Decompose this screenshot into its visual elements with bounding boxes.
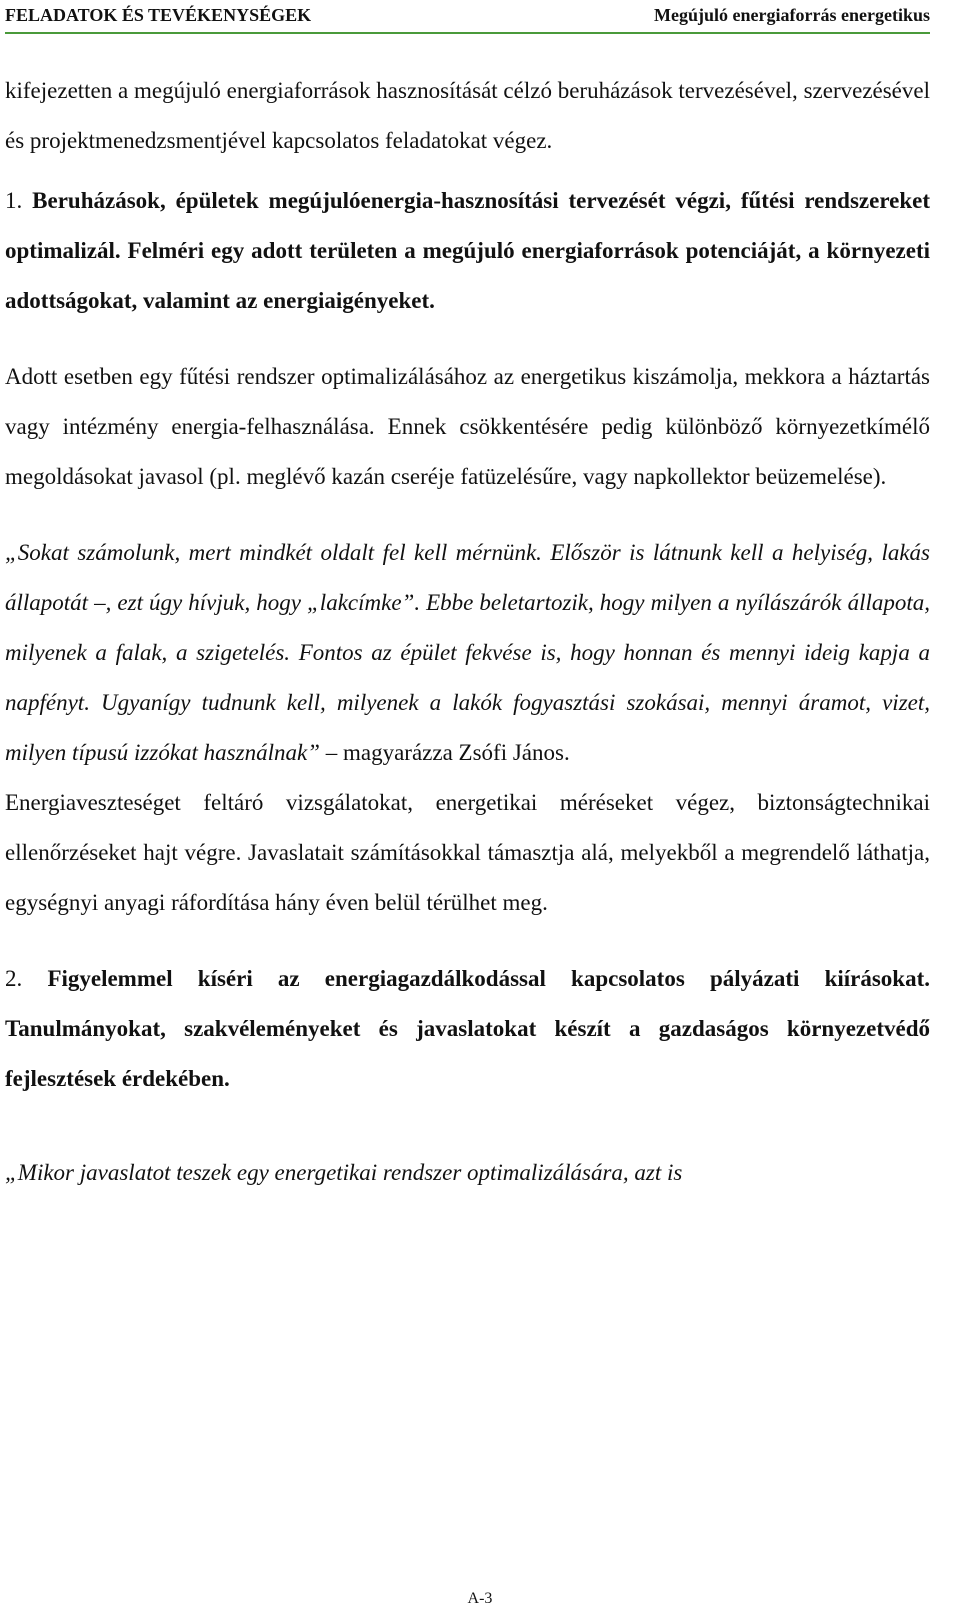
paragraph-task-2: [5, 954, 930, 1104]
header-section-title: FELADATOK ÉS TEVÉKENYSÉGEK: [5, 5, 312, 25]
paragraph-quote-1: [5, 528, 930, 778]
task-1-number: 1.: [5, 188, 23, 213]
document-body: [5, 66, 930, 1198]
paragraph-intro: kifejezetten a megújuló energiaforrások hasznosítását célzó beruházások tervezésével, szervezésével és projektmenedzsmentjével kapcsolatos feladatokat végez.: [5, 78, 930, 153]
paragraph-heating-optimization: Adott esetben egy fűtési rendszer optimalizálásához az energetikus kiszámolja, mekkora a háztartás vagy intézmény energia-felhasználása. Ennek csökkentésére pedig különböző környezetkímélő megoldásokat javasol (pl. meglévő kazán cseréje fatüzelésűre, vagy napkollektor beüzemelése).: [5, 364, 930, 489]
quote-1-attribution: – magyarázza Zsófi János.: [319, 740, 570, 765]
page-number: A-3: [467, 1590, 493, 1607]
paragraph-quote-2: „Mikor javaslatot teszek egy energetikai rendszer optimalizálására, azt is: [5, 1160, 683, 1185]
paragraph-energy-loss: Energiaveszteséget feltáró vizsgálatokat, energetikai méréseket végez, biztonságtechnikai ellenőrzéseket hajt végre. Javaslatait számításokkal támasztja alá, melyekből a megrendelő láthatja, egységnyi anyagi ráfordítása hány éven belül térülhet meg.: [5, 790, 930, 915]
header-document-title: Megújuló energiaforrás energetikus: [654, 5, 930, 25]
quote-1-text: „Sokat számolunk, mert mindkét oldalt fel kell mérnünk. Először is látnunk kell a helyiség, lakás állapotát –, ezt úgy hívjuk, hogy „lakcímke”. Ebbe beletartozik, hogy milyen a nyílászárók állapota, milyenek a falak, a szigetelés. Fontos az épület fekvése is, hogy honnan és mennyi ideig kapja a napfényt. Ugyanígy tudnunk kell, milyenek a lakók fogyasztási szokásai, mennyi áramot, vizet, milyen típusú izzókat használnak”: [5, 540, 930, 765]
page-header: [5, 0, 930, 34]
paragraph-task-1: [5, 176, 930, 326]
task-2-heading: Figyelemmel kíséri az energiagazdálkodással kapcsolatos pályázati kiírásokat. Tanulmányokat, szakvéleményeket és javaslatokat készít a gazdaságos környezetvédő fejlesztések érdekében.: [5, 966, 931, 1091]
task-1-heading: Beruházások, épületek megújulóenergia-hasznosítási tervezését végzi, fűtési rendszereket optimalizál. Felméri egy adott területen a megújuló energiaforrások potenciáját, a környezeti adottságokat, valamint az energiaigényeket.: [5, 188, 931, 313]
task-2-number: 2.: [5, 966, 23, 991]
